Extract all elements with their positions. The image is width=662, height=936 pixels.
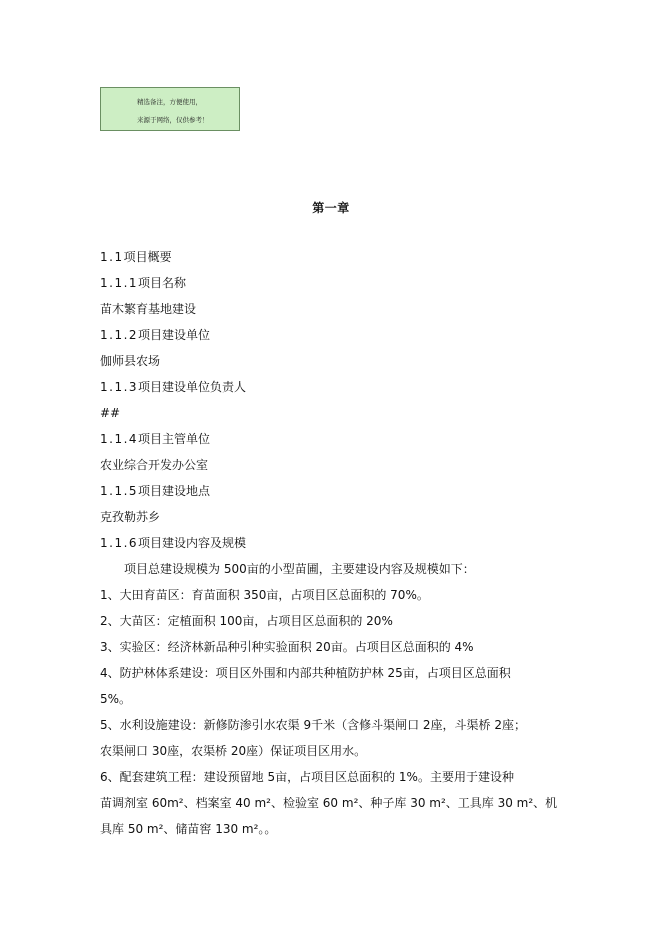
section-content: ## [100,406,121,420]
intro-paragraph: 项目总建设规模为 500亩的小型苗圃，主要建设内容及规模如下： [124,562,475,576]
section-content: 农业综合开发办公室 [100,458,209,472]
item-5-cont: 农渠闸口 30座，农渠桥 20座）保证项目区用水。 [100,744,367,758]
section-content: 克孜勒苏乡 [100,510,161,524]
item-3: 3、实验区：经济林新品种引种实验面积 20亩。占项目区总面积的 4% [100,640,474,654]
section-heading: 1.1.4项目主管单位 [100,432,211,446]
item-4-cont: 5%。 [100,692,132,706]
note-box [100,87,240,131]
item-5: 5、水利设施建设：新修防渗引水农渠 9千米（含修斗渠闸口 2座，斗渠桥 2座； [100,718,526,732]
note-line-2: 来源于网络，仅供参考！ [137,116,209,124]
section-heading: 1.1.3项目建设单位负责人 [100,380,247,394]
section-heading: 1.1.5项目建设地点 [100,484,211,498]
section-content: 伽师县农场 [100,354,161,368]
chapter-title: 第一章 [312,201,350,215]
section-heading: 1.1.2项目建设单位 [100,328,211,342]
item-4: 4、防护林体系建设：项目区外围和内部共种植防护林 25亩，占项目区总面积 [100,666,511,680]
section-content: 苗木繁育基地建设 [100,302,197,316]
item-2: 2、大苗区：定植面积 100亩，占项目区总面积的 20% [100,614,393,628]
item-1: 1、大田育苗区：育苗面积 350亩，占项目区总面积的 70%。 [100,588,429,602]
note-line-1: 精选备注，方便使用， [137,98,202,106]
section-heading: 1.1项目概要 [100,250,172,264]
item-6-cont: 苗调剂室 60m²、档案室 40 m²、检验室 60 m²、种子库 30 m²、工具库 30 m²、机 [100,796,558,810]
section-heading: 1.1.6项目建设内容及规模 [100,536,247,550]
item-6-cont: 具库 50 m²、储苗窖 130 m²。。 [100,822,277,836]
section-heading: 1.1.1项目名称 [100,276,187,290]
item-6: 6、配套建筑工程：建设预留地 5亩，占项目区总面积的 1%。主要用于建设种 [100,770,514,784]
